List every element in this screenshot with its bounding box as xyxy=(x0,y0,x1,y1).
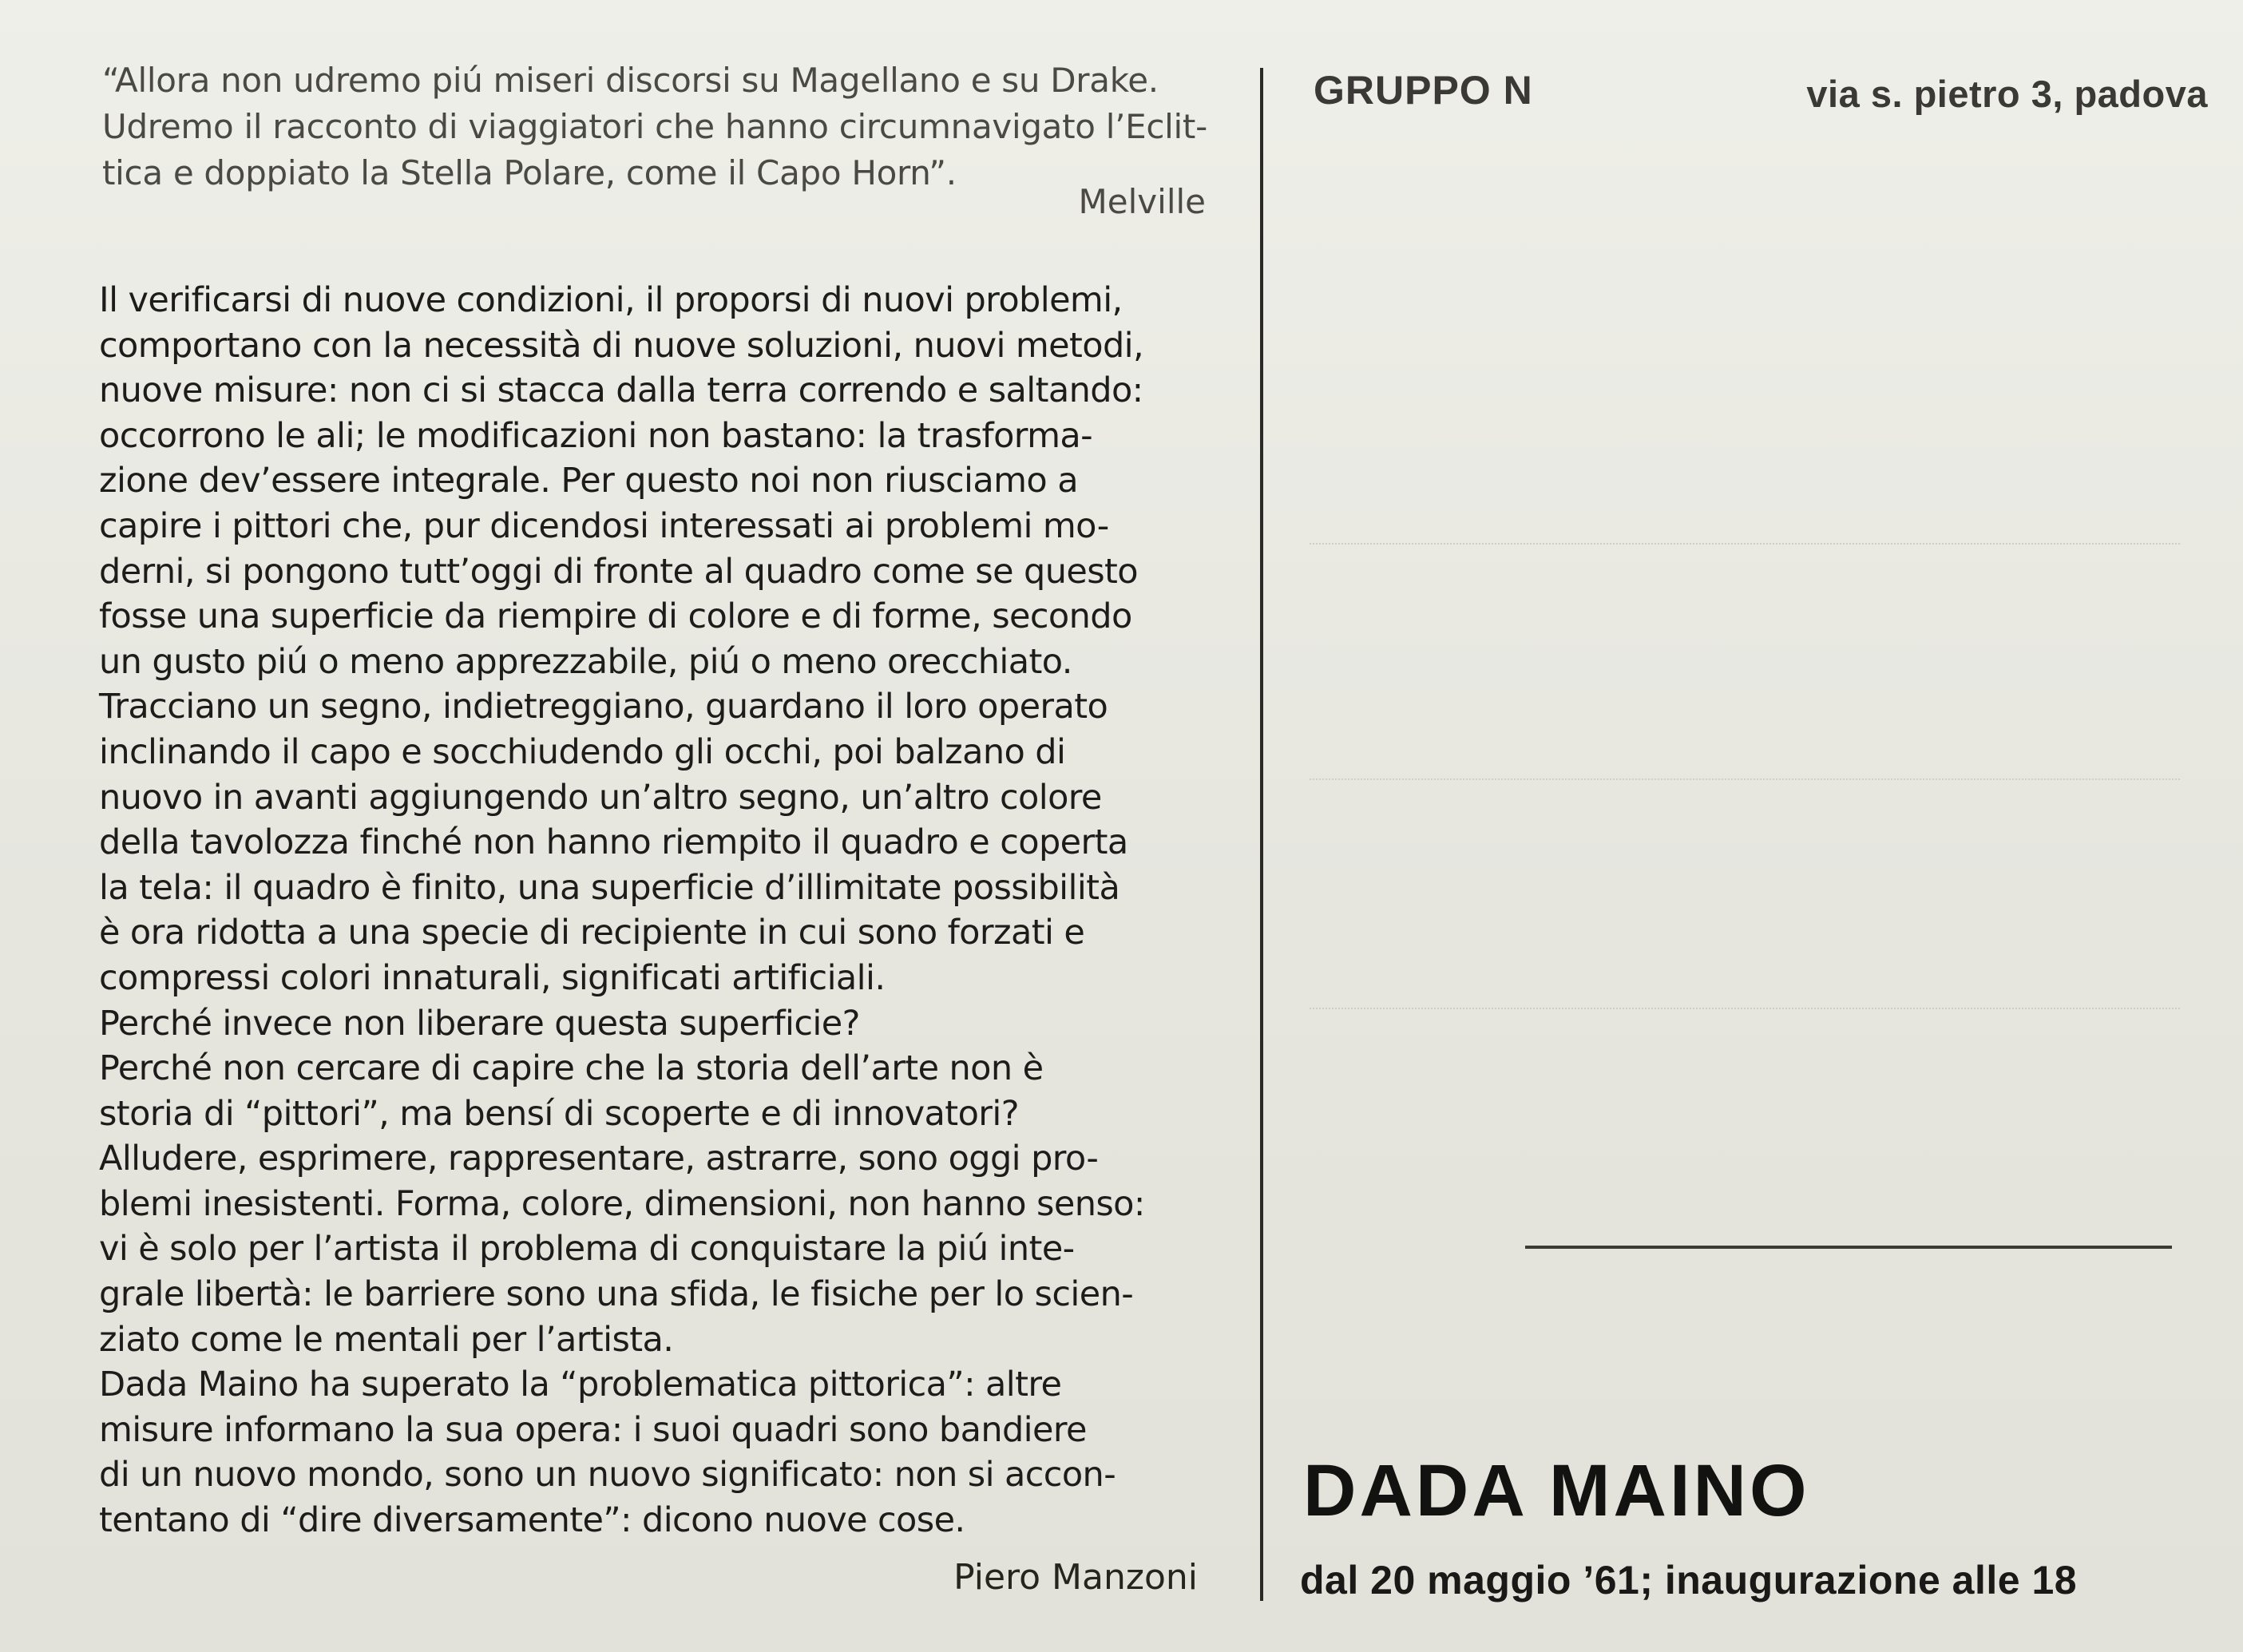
body-line: nuovo in avanti aggiungendo un’altro segno, un’altro colore xyxy=(99,777,1102,818)
body-line: di un nuovo mondo, sono un nuovo significato: non si accon- xyxy=(99,1455,1116,1496)
body-line: Alludere, esprimere, rappresentare, astrarre, sono oggi pro- xyxy=(99,1139,1099,1179)
address-line xyxy=(1310,543,2180,545)
quote-line: Udremo il racconto di viaggiatori che hanno circumnavigato l’Eclit- xyxy=(102,107,1207,146)
body-line: ziato come le mentali per l’artista. xyxy=(99,1319,674,1360)
epigraph-quote xyxy=(102,57,1207,196)
body-line: storia di “pittori”, ma bensí di scoperte e di innovatori? xyxy=(99,1093,1019,1134)
group-address: via s. pietro 3, padova xyxy=(1806,73,2208,115)
quote-author: Melville xyxy=(1078,182,1206,221)
body-line: Perché non cercare di capire che la storia dell’arte non è xyxy=(99,1048,1044,1089)
address-rule xyxy=(1525,1246,2172,1249)
manifesto-text xyxy=(99,278,1209,1543)
quote-line: “Allora non udremo piú miseri discorsi su Magellano e su Drake. xyxy=(102,61,1159,100)
group-name: GRUPPO N xyxy=(1314,68,1533,113)
body-line: nuove misure: non ci si stacca dalla terra correndo e saltando: xyxy=(99,370,1143,411)
address-line xyxy=(1310,1008,2180,1009)
body-line: inclinando il capo e socchiudendo gli occhi, poi balzano di xyxy=(99,731,1066,772)
exhibition-dates: dal 20 maggio ’61; inaugurazione alle 18 xyxy=(1300,1558,2078,1602)
body-line: comportano con la necessità di nuove soluzioni, nuovi metodi, xyxy=(99,325,1144,366)
body-line: un gusto piú o meno apprezzabile, piú o meno orecchiato. xyxy=(99,641,1072,682)
body-line: vi è solo per l’artista il problema di conquistare la piú inte- xyxy=(99,1229,1075,1270)
body-line: grale libertà: le barriere sono una sfida, le fisiche per lo scien- xyxy=(99,1274,1134,1315)
body-line: la tela: il quadro è finito, una superficie d’illimitate possibilità xyxy=(99,867,1120,908)
artist-name: DADA MAINO xyxy=(1303,1450,1810,1531)
column-divider xyxy=(1260,68,1263,1601)
body-line: Dada Maino ha superato la “problematica pittorica”: altre xyxy=(99,1365,1062,1405)
body-line: blemi inesistenti. Forma, colore, dimensioni, non hanno senso: xyxy=(99,1183,1145,1224)
body-line: Il verificarsi di nuove condizioni, il proporsi di nuovi problemi, xyxy=(99,280,1123,320)
body-line: Tracciano un segno, indietreggiano, guardano il loro operato xyxy=(99,687,1108,727)
manifesto-author: Piero Manzoni xyxy=(953,1557,1198,1598)
body-line: compressi colori innaturali, significati artificiali. xyxy=(99,957,886,998)
body-line: capire i pittori che, pur dicendosi interessati ai problemi mo- xyxy=(99,505,1109,546)
body-line: tentano di “dire diversamente”: dicono nuove cose. xyxy=(99,1500,965,1541)
body-line: è ora ridotta a una specie di recipiente in cui sono forzati e xyxy=(99,913,1085,953)
address-line xyxy=(1310,778,2180,780)
quote-line: tica e doppiato la Stella Polare, come il Capo Horn”. xyxy=(102,153,957,192)
body-line: zione dev’essere integrale. Per questo noi non riusciamo a xyxy=(99,461,1078,501)
body-line: fosse una superficie da riempire di colore e di forme, secondo xyxy=(99,596,1132,637)
body-line: occorrono le ali; le modificazioni non bastano: la trasforma- xyxy=(99,415,1093,456)
body-line: Perché invece non liberare questa superficie? xyxy=(99,1003,860,1044)
body-line: della tavolozza finché non hanno riempito il quadro e coperta xyxy=(99,822,1128,863)
body-line: derni, si pongono tutt’oggi di fronte al quadro come se questo xyxy=(99,551,1138,592)
body-line: misure informano la sua opera: i suoi quadri sono bandiere xyxy=(99,1409,1087,1450)
